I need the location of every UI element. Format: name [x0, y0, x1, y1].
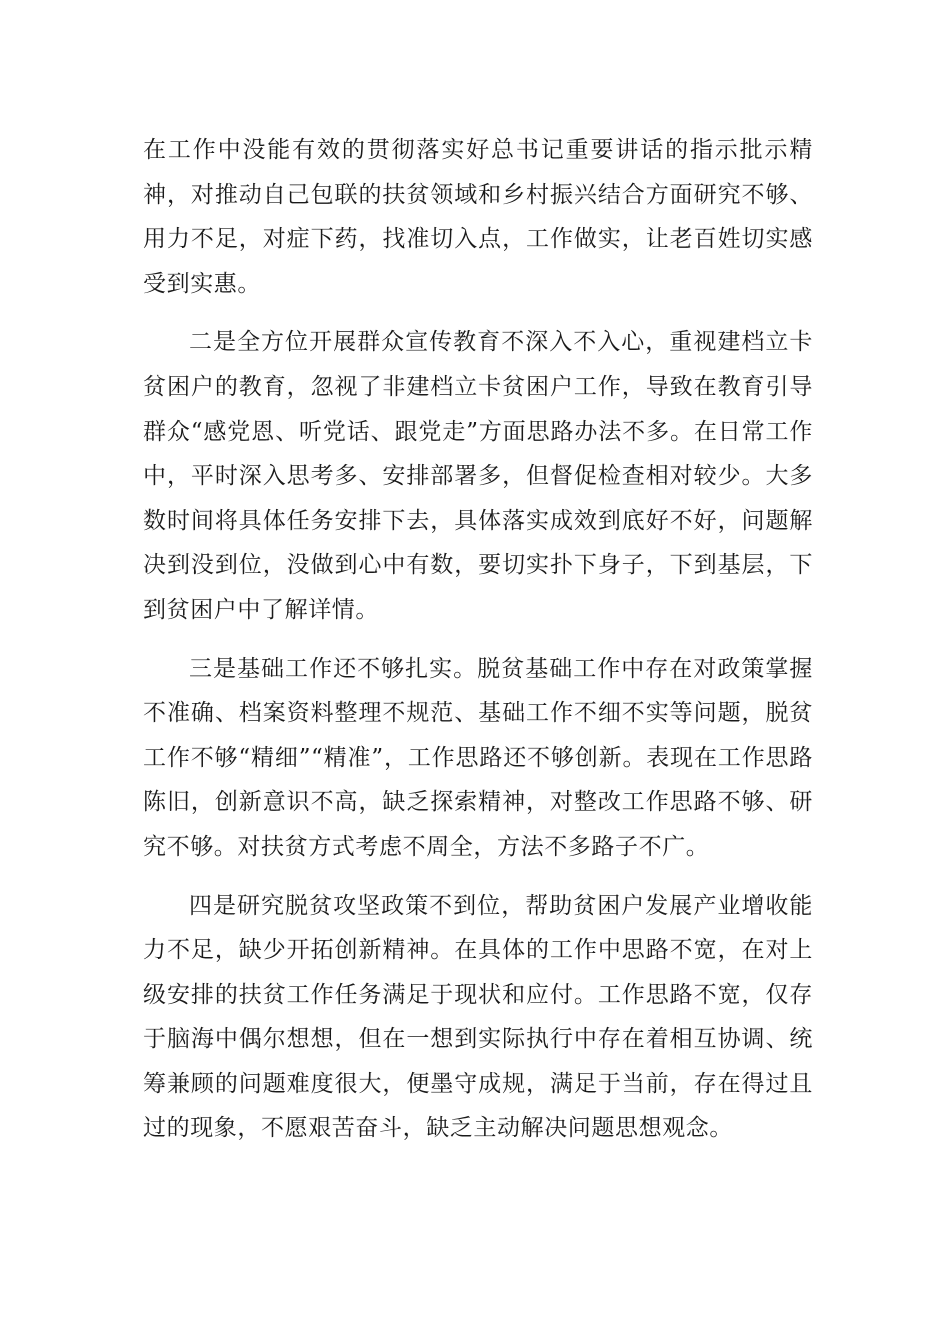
paragraph-point-three: 三是基础工作还不够扎实。脱贫基础工作中存在对政策掌握不准确、档案资料整理不规范、基础工作不细不实等问题，脱贫工作不够“精细”“精准”，工作思路还不够创新。表现在工作思路陈旧，创新意识不高，缺乏探索精神，对整改工作思路不够、研究不够。对扶贫方式考虑不周全，方法不多路子不广。 — [143, 655, 813, 860]
document-body — [143, 128, 813, 1165]
paragraph-point-two: 二是全方位开展群众宣传教育不深入不入心，重视建档立卡贫困户的教育，忽视了非建档立卡贫困户工作，导致在教育引导群众“感党恩、听党话、跟党走”方面思路办法不多。在日常工作中，平时深入思考多、安排部署多，但督促检查相对较少。大多数时间将具体任务安排下去，具体落实成效到底好不好，问题解决到没到位，没做到心中有数，要切实扑下身子，下到基层，下到贫困户中了解详情。 — [143, 329, 813, 623]
paragraph-continuation: 在工作中没能有效的贯彻落实好总书记重要讲话的指示批示精神，对推动自己包联的扶贫领域和乡村振兴结合方面研究不够、用力不足，对症下药，找准切入点，工作做实，让老百姓切实感受到实惠。 — [143, 137, 813, 297]
paragraph-point-four: 四是研究脱贫攻坚政策不到位，帮助贫困户发展产业增收能力不足，缺少开拓创新精神。在具体的工作中思路不宽，在对上级安排的扶贫工作任务满足于现状和应付。工作思路不宽，仅存于脑海中偶尔想想，但在一想到实际执行中存在着相互协调、统筹兼顾的问题难度很大，便墨守成规，满足于当前，存在得过且过的现象，不愿艰苦奋斗，缺乏主动解决问题思想观念。 — [143, 892, 813, 1142]
